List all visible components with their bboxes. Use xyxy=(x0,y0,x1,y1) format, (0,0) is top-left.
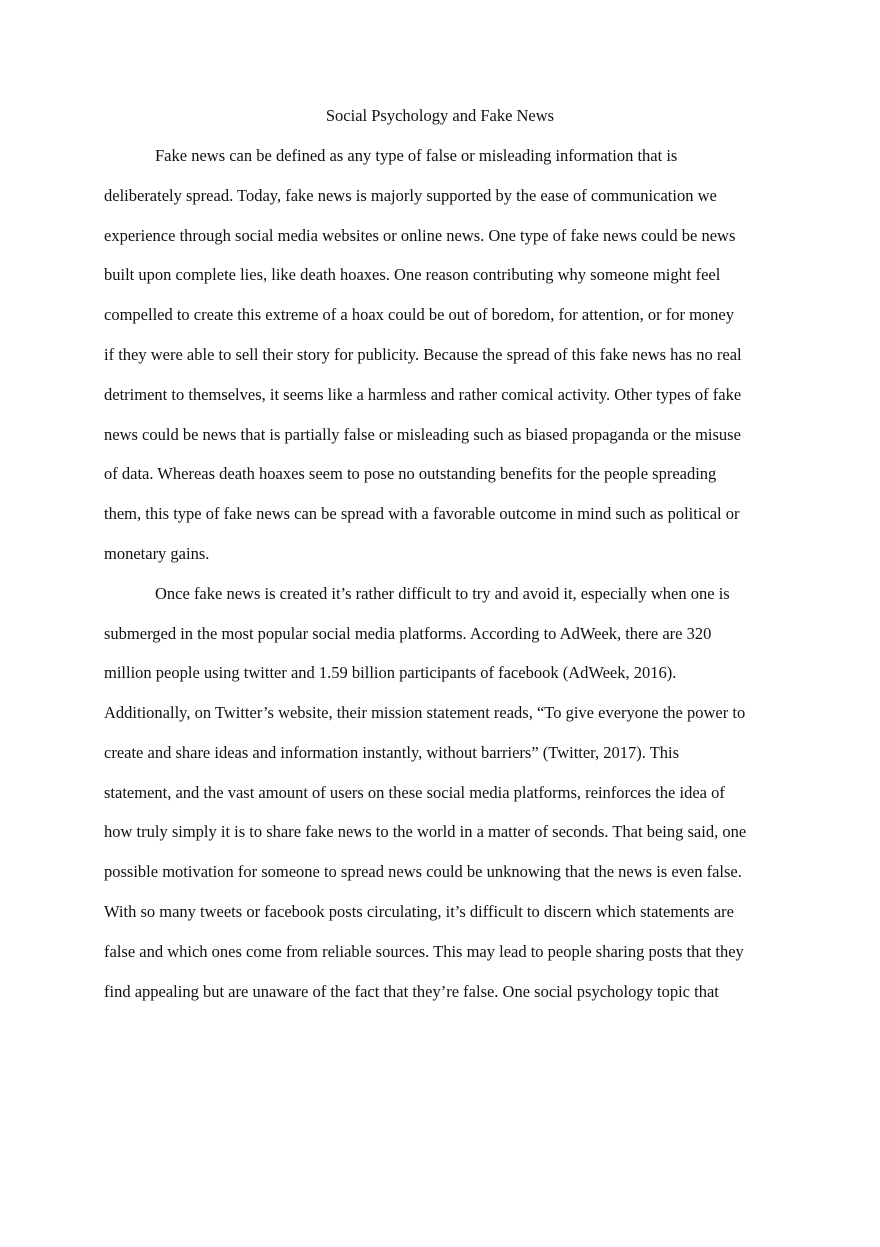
text-line: monetary gains. xyxy=(104,544,210,563)
text-line: them, this type of fake news can be spread with a favorable outcome in mind such as political or xyxy=(104,504,740,523)
text-line: Additionally, on Twitter’s website, their mission statement reads, “To give everyone the power to xyxy=(104,703,746,722)
text-line: Once fake news is created it’s rather difficult to try and avoid it, especially when one is xyxy=(155,584,730,603)
text-line: experience through social media websites or online news. One type of fake news could be news xyxy=(104,226,736,245)
text-line: if they were able to sell their story for publicity. Because the spread of this fake news has no real xyxy=(104,345,742,364)
text-line: With so many tweets or facebook posts circulating, it’s difficult to discern which statements are xyxy=(104,902,734,921)
text-line: of data. Whereas death hoaxes seem to pose no outstanding benefits for the people spreading xyxy=(104,464,717,483)
document-title: Social Psychology and Fake News xyxy=(325,106,555,125)
text-line: detriment to themselves, it seems like a harmless and rather comical activity. Other types of fake xyxy=(104,385,742,404)
text-line: how truly simply it is to share fake news to the world in a matter of seconds. That being said, one xyxy=(104,822,747,841)
text-line: find appealing but are unaware of the fact that they’re false. One social psychology topic that xyxy=(104,982,719,1001)
text-line: create and share ideas and information instantly, without barriers” (Twitter, 2017). This xyxy=(104,743,680,762)
text-line: news could be news that is partially false or misleading such as biased propaganda or the misuse xyxy=(104,425,741,444)
text-line: built upon complete lies, like death hoaxes. One reason contributing why someone might feel xyxy=(104,265,721,284)
text-line: Fake news can be defined as any type of false or misleading information that is xyxy=(155,146,678,165)
text-line: deliberately spread. Today, fake news is majorly supported by the ease of communication we xyxy=(104,186,717,205)
text-line: statement, and the vast amount of users on these social media platforms, reinforces the idea of xyxy=(104,783,725,802)
text-line: million people using twitter and 1.59 billion participants of facebook (AdWeek, 2016). xyxy=(104,663,677,682)
text-line: compelled to create this extreme of a hoax could be out of boredom, for attention, or for money xyxy=(104,305,734,324)
text-line: false and which ones come from reliable sources. This may lead to people sharing posts that they xyxy=(104,942,744,961)
text-line: submerged in the most popular social media platforms. According to AdWeek, there are 320 xyxy=(104,624,712,643)
text-line: possible motivation for someone to spread news could be unknowing that the news is even false. xyxy=(104,862,742,881)
